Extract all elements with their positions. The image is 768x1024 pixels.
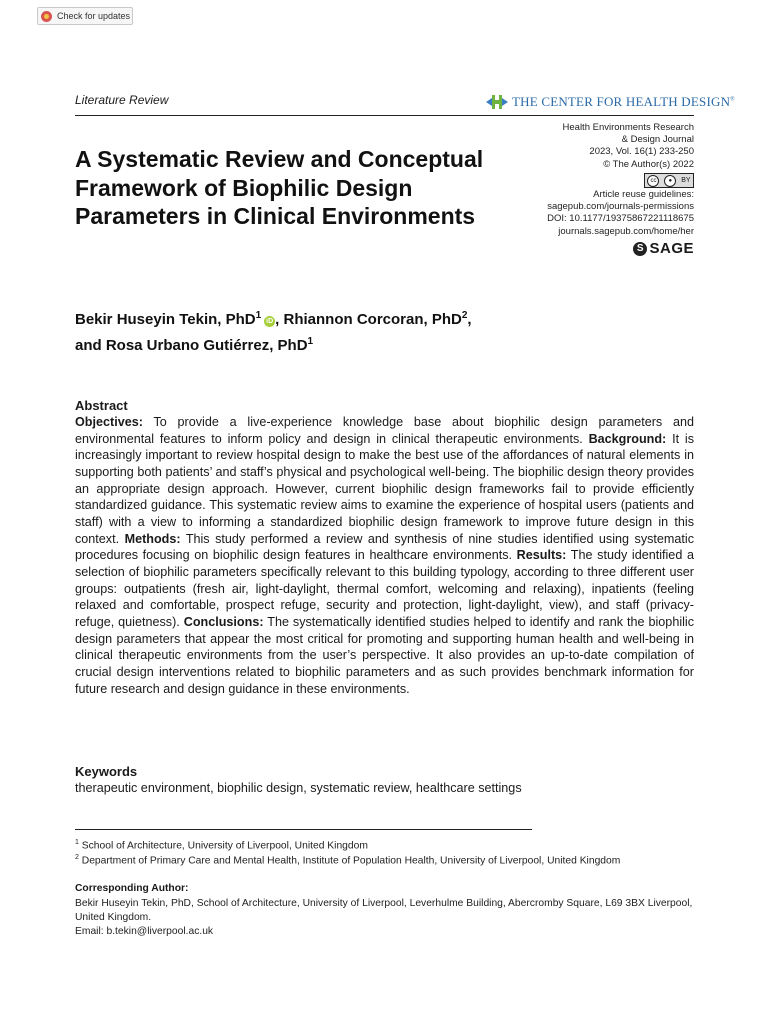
background-text: It is increasingly important to review hospital design to make the best use of the affordances of natural elements in supporting both patients’ and staff’s physical and psychological well-being. The biophilic design theory provides an appropriate design approach. However, current biophilic design frameworks fail to provide efficiently standardized guidance. This systematic review aims to examine the experience of hospital users (patients and staff) with a view to informing a standardized biophilic design framework to improve future design in this context.	[75, 431, 695, 546]
footnote-text: Department of Primary Care and Mental Health, Institute of Population Health, University of Liverpool, United Kingdom	[78, 855, 621, 867]
sage-logo	[633, 240, 694, 257]
author-affiliation: 1	[255, 310, 262, 321]
abstract-heading: Abstract	[75, 398, 128, 413]
journal-volume: 2023, Vol. 16(1) 233-250	[589, 146, 694, 158]
reuse-info	[474, 189, 694, 238]
author-affiliation: 2	[461, 310, 468, 321]
author-list: Bekir Huseyin Tekin, PhD$^1$iD , Rhiannon Corcoran, PhD$^2$, and Rosa Urbano Gutiérrez, PhD$^1$	[75, 310, 472, 354]
cc-icon: cc	[647, 175, 659, 187]
cc-license-badge[interactable]	[644, 173, 694, 188]
keywords-heading: Keywords	[75, 764, 138, 779]
sage-logo-icon: S	[633, 242, 647, 256]
section-label: Literature Review	[75, 93, 169, 107]
corresponding-author-heading: Corresponding Author:	[75, 883, 189, 894]
article-title: A Systematic Review and Conceptual Framework of Biophilic Design Parameters in Clinical Environments	[75, 146, 484, 229]
orcid-icon[interactable]: iD	[266, 318, 274, 325]
chd-logo-icon	[486, 95, 508, 109]
chd-logo-text: THE CENTER FOR HEALTH DESIGN	[512, 94, 731, 109]
author-name: and Rosa Urbano Gutiérrez, PhD	[75, 337, 308, 354]
footnote-item	[75, 839, 368, 851]
corresponding-author-email[interactable]: Email: b.tekin@liverpool.ac.uk	[75, 926, 214, 937]
check-for-updates-button[interactable]	[37, 7, 133, 25]
footnote-divider	[75, 829, 532, 830]
cc-by-label: BY	[681, 177, 691, 184]
journal-name-line2: & Design Journal	[621, 134, 694, 146]
objectives-text: To provide a live-experience knowledge base about biophilic design parameters and environmental features to inform policy and design in clinical therapeutic environments.	[75, 415, 694, 446]
journal-link[interactable]: journals.sagepub.com/home/her	[558, 225, 694, 237]
author-name: Bekir Huseyin Tekin, PhD	[75, 311, 256, 328]
corresponding-author-address: Bekir Huseyin Tekin, PhD, School of Architecture, University of Liverpool, Leverhulme Building, Abercromby Square, L69 3BX Liverpool, United Kingdom.	[75, 898, 693, 923]
objectives-label: Objectives:	[75, 415, 143, 429]
journal-name-line1: Health Environments Research	[562, 122, 694, 133]
reuse-label: Article reuse guidelines:	[593, 189, 694, 200]
footnote-mark: 2	[75, 854, 79, 861]
check-for-updates-label: Check for updates	[57, 11, 131, 21]
reuse-link[interactable]: sagepub.com/journals-permissions	[547, 201, 694, 213]
corresponding-author-details	[75, 897, 694, 939]
sage-logo-text: SAGE	[649, 240, 694, 257]
journal-info	[494, 122, 694, 171]
abstract-body	[75, 414, 694, 697]
methods-label: Methods:	[124, 531, 181, 546]
author-affiliation: 1	[307, 336, 314, 347]
keywords-text: therapeutic environment, biophilic design, systematic review, healthcare settings	[75, 781, 522, 795]
person-icon: ●	[664, 175, 676, 187]
crossmark-icon	[41, 11, 52, 22]
chd-logo-trademark: ®	[730, 96, 735, 103]
results-text: The study identified a selection of biophilic parameters specifically relevant to this building typology, according to three different user groups: outpatients (fresh air, light-daylight, thermal comfort, welcoming and relaxing), inpatients (feeling relaxed and comfortable, prospect refuge, security and protection, light-daylight, view), and staff (privacy-refuge, quietness).	[75, 548, 694, 629]
conclusions-text: The systematically identified studies helped to identify and rank the biophilic design parameters that appear the most critical for promoting and supporting human health and well-being in clinical therapeutic environments from the user’s perspective. It also provides an up-to-date compilation of crucial design interventions related to biophilic parameters and as such provides benchmark information for future research and design guidance in these environments.	[75, 614, 695, 696]
footnote-mark: 1	[75, 839, 79, 846]
author-name: Rhiannon Corcoran, PhD	[283, 311, 462, 328]
journal-copyright: © The Author(s) 2022	[603, 158, 694, 170]
publisher-logo	[486, 94, 735, 110]
footnote-text: School of Architecture, University of Liverpool, United Kingdom	[78, 840, 368, 852]
methods-text: This study performed a review and synthesis of nine studies identified using systematic procedures focusing on biophilic design features in healthcare environments.	[75, 531, 694, 563]
footnote-item	[75, 854, 620, 866]
background-label: Background:	[588, 431, 667, 446]
conclusions-label: Conclusions:	[183, 614, 264, 629]
header-divider	[75, 115, 694, 116]
doi-link[interactable]: DOI: 10.1177/19375867221118675	[547, 213, 694, 225]
results-label: Results:	[516, 548, 567, 563]
